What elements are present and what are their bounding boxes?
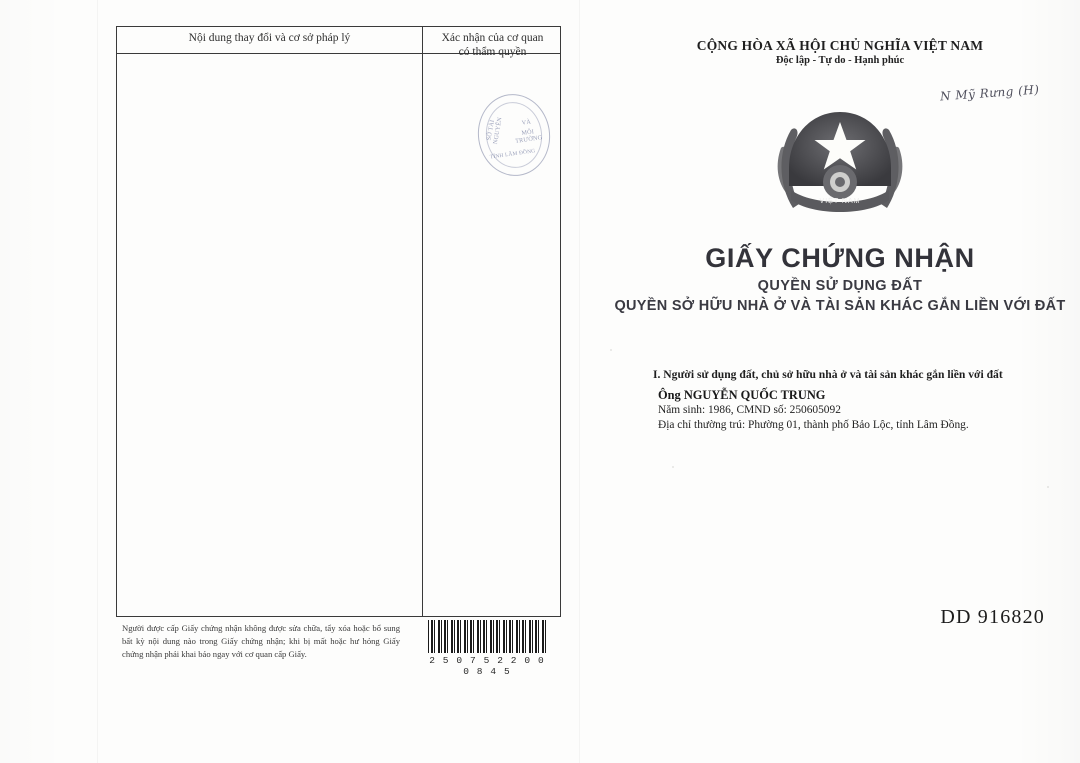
table-column-divider [422,27,423,616]
table-header-authority-line2: có thẩm quyền [458,46,527,59]
barcode-image [428,620,546,653]
certificate-warning-note: Người được cấp Giấy chứng nhận không được sửa chữa, tẩy xóa hoặc bổ sung bất kỳ nội dung nào trong Giấy chứng nhận; khi bị mất hoặc hư hỏng Giấy chứng nhận phải khai báo ngay với cơ quan cấp Giấy. [122,623,400,659]
seal-text-ring: TỈNH LÂM ĐỒNG [489,148,536,161]
scan-fold-line [97,0,98,763]
svg-text:VIỆT NAM: VIỆT NAM [819,198,861,205]
certificate-page [600,0,1080,763]
seal-text-top: SỞ TÀI NGUYÊN [485,116,504,145]
scan-fold-line [579,0,580,763]
table-header-authority-line1: Xác nhận của cơ quan [441,32,544,44]
owner-address: Địa chỉ thường trú: Phường 01, thành phố Bảo Lộc, tỉnh Lâm Đồng. [658,419,969,431]
seal-text-mid: VÀ [521,118,532,127]
national-header-line1: CỘNG HÒA XÃ HỘI CHỦ NGHĨA VIỆT NAM [696,38,984,53]
owner-birth-and-id: Năm sinh: 1986, CMND số: 250605092 [658,404,841,416]
national-header-line2: Độc lập - Tự do - Hạnh phúc [775,55,905,66]
seal-text-bottom: MÔI TRƯỜNG [514,128,543,145]
certificate-subtitle-1: QUYỀN SỬ DỤNG ĐẤT [757,278,923,294]
owner-name: Ông NGUYỄN QUỐC TRUNG [658,388,826,402]
table-header-content-changes: Nội dung thay đổi và cơ sở pháp lý [188,32,351,44]
certificate-subtitle-2: QUYỀN SỞ HỮU NHÀ Ở VÀ TÀI SẢN KHÁC GẮN LIỀN VỚI ĐẤT [614,298,1066,314]
handwritten-annotation: N Mỹ Rưng (H) [939,82,1040,104]
certificate-serial-number: DD 916820 [940,606,1045,628]
national-emblem-icon [765,90,915,230]
section-heading-owner: I. Người sử dụng đất, chủ sở hữu nhà ở và tài sản khác gắn liền với đất [653,368,1003,381]
certificate-title: GIẤY CHỨNG NHẬN [705,243,975,273]
barcode-block [428,620,546,677]
barcode-number: 2 5 0 7 5 2 2 0 0 0 8 4 5 [429,655,545,677]
table-header-authority-confirmation [423,31,562,60]
